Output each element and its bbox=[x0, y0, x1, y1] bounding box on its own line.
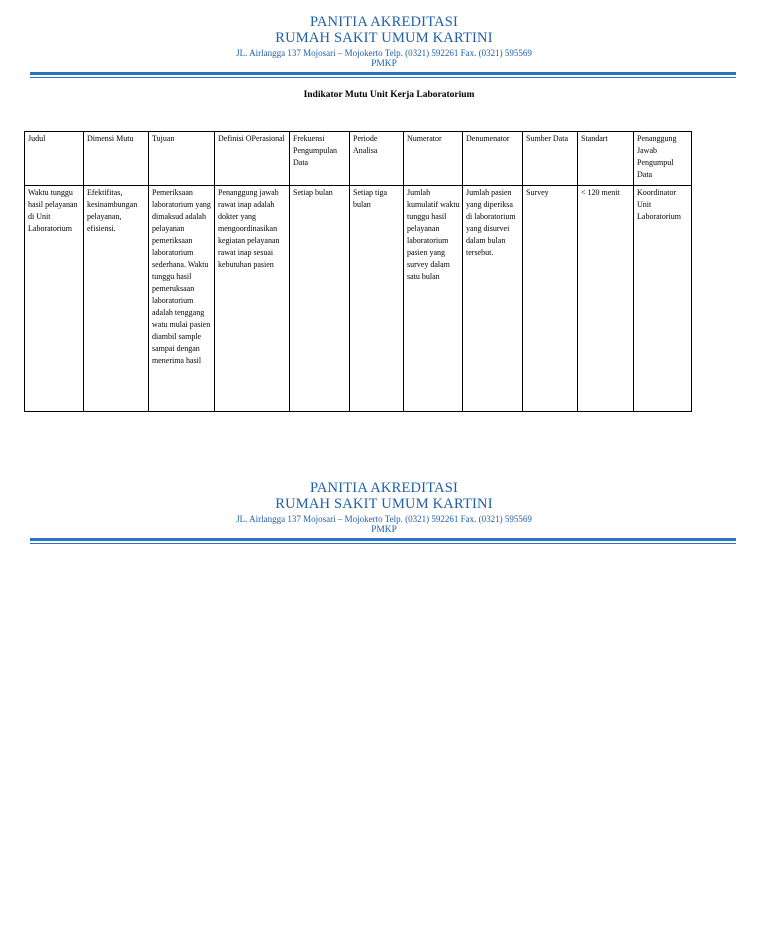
table-header-cell: Definisi OPerasional bbox=[215, 132, 290, 186]
table-cell: Setiap tiga bulan bbox=[350, 186, 404, 412]
letterhead-sub: PMKP bbox=[371, 525, 397, 535]
letterhead-hospital: RUMAH SAKIT UMUM KARTINI bbox=[275, 496, 493, 512]
table-header-cell: Penanggung Jawab Pengumpul Data bbox=[634, 132, 692, 186]
letterhead-divider-thin bbox=[30, 77, 736, 78]
table-cell: Jumlah pasien yang diperiksa di laboratorium yang disurvei dalam bulan tersebut. bbox=[463, 186, 523, 412]
table-header-cell: Frekuensi Pengumpulan Data bbox=[290, 132, 350, 186]
letterhead-divider bbox=[30, 538, 736, 541]
table-header-cell: Denumenator bbox=[463, 132, 523, 186]
letterhead-org: PANITIA AKREDITASI bbox=[309, 14, 459, 30]
table-cell: Setiap bulan bbox=[290, 186, 350, 412]
table-row bbox=[25, 186, 692, 412]
table-cell: Koordinator Unit Laboratorium bbox=[634, 186, 692, 412]
document-title: Indikator Mutu Unit Kerja Laboratorium bbox=[303, 90, 475, 100]
table-header-cell: Judul bbox=[25, 132, 84, 186]
table-cell: Efektifitas, kesinambungan pelayanan, efisiensi. bbox=[84, 186, 149, 412]
table-cell: Penanggung jawab rawat inap adalah dokter yang mengoordinasikan kegiatan pelayanan rawat inap sesuai kebutuhan pasien bbox=[215, 186, 290, 412]
table-cell: Jumlah kumulatif waktu tunggu hasil pelayanan laboratorium pasien yang survey dalam satu bulan bbox=[404, 186, 463, 412]
indicator-table bbox=[24, 131, 692, 412]
letterhead-second bbox=[0, 480, 768, 536]
table-header-cell: Standart bbox=[578, 132, 634, 186]
letterhead-org: PANITIA AKREDITASI bbox=[309, 480, 459, 496]
table-header-row bbox=[25, 132, 692, 186]
table-header-cell: Tujuan bbox=[149, 132, 215, 186]
table-cell: Waktu tunggu hasil pelayanan di Unit Laboratorium bbox=[25, 186, 84, 412]
letterhead-top bbox=[0, 14, 768, 70]
letterhead-address: JL. Airlangga 137 Mojosari – Mojokerto Telp. (0321) 592261 Fax. (0321) 595569 bbox=[236, 48, 532, 58]
table-cell: < 120 menit bbox=[578, 186, 634, 412]
table-cell: Survey bbox=[523, 186, 578, 412]
letterhead-address: JL. Airlangga 137 Mojosari – Mojokerto Telp. (0321) 592261 Fax. (0321) 595569 bbox=[236, 514, 532, 524]
table-header-cell: Sumber Data bbox=[523, 132, 578, 186]
letterhead-hospital: RUMAH SAKIT UMUM KARTINI bbox=[275, 30, 493, 46]
letterhead-divider bbox=[30, 72, 736, 75]
letterhead-sub: PMKP bbox=[371, 59, 397, 69]
letterhead-divider-thin bbox=[30, 543, 736, 544]
table-header-cell: Periode Analisa bbox=[350, 132, 404, 186]
table-header-cell: Numerator bbox=[404, 132, 463, 186]
table-cell: Pemeriksaan laboratorium yang dimaksud adalah pelayanan pemeriksaan laboratorium sederhana. Waktu tunggu hasil pemeruksaan laboratorium adalah tenggang watu mulai pasien diambil sample sampai dengan menerima hasil bbox=[149, 186, 215, 412]
table-header-cell: Dimensi Mutu bbox=[84, 132, 149, 186]
